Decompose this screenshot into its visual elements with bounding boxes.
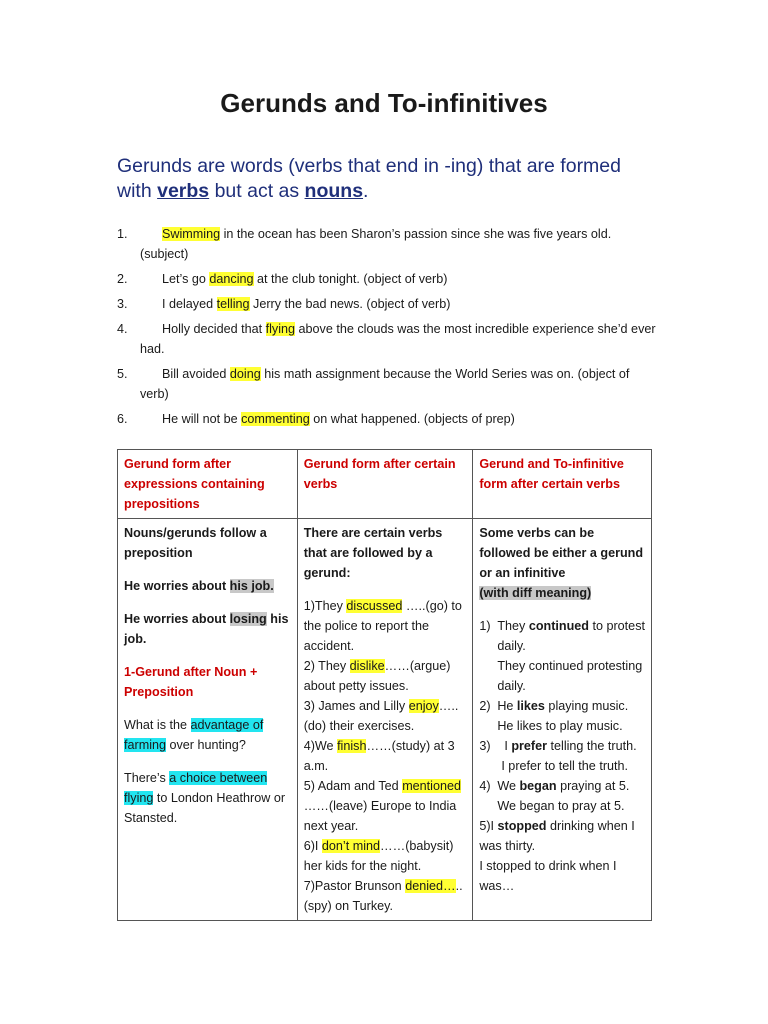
exercise-item: 7)Pastor Brunson denied…..(spy) on Turkey. — [303, 879, 463, 913]
document-title: Gerunds and To-infinitives — [220, 88, 548, 118]
example-number: 6. — [117, 412, 128, 426]
examples-list — [117, 224, 657, 434]
example-item: 5. Bill avoided doing his math assignment because the World Series was on. (object of verb) — [117, 364, 657, 404]
intro-text-middle: but act as — [209, 180, 305, 202]
subheading: 1-Gerund after Noun + Preposition — [124, 665, 258, 699]
header-col-prepositions: Gerund form after expressions containing prepositions — [118, 450, 298, 519]
example-number: 4. — [117, 322, 128, 336]
table-body-row — [118, 519, 652, 921]
intro-verbs: verbs — [157, 180, 210, 202]
intro-text-start: Gerunds are words (verbs that end in -ing) that are formed with — [117, 155, 621, 202]
highlighted-gerund: telling — [216, 297, 250, 311]
example-item: 3. I delayed telling Jerry the bad news. (object of verb) — [117, 294, 657, 314]
usage-alt: They continued protesting daily. — [497, 659, 643, 693]
highlighted-gerund: doing — [229, 367, 261, 381]
gerund-table — [117, 449, 652, 921]
highlighted-gerund: dancing — [209, 272, 254, 286]
highlighted-gerund: flying — [265, 322, 296, 336]
header-col-gerund-infinitive: Gerund and To-infinitive form after certain verbs — [473, 450, 652, 519]
usage-item: 4) We began praying at 5. — [479, 779, 630, 793]
table-header-row — [118, 450, 652, 519]
usage-alt: I stopped to drink when I was… — [479, 859, 617, 893]
rule-text: Some verbs can be followed be either a gerund or an infinitive — [479, 526, 644, 580]
highlighted-gerund: Swimming — [162, 227, 221, 241]
header-col-certain-verbs: Gerund form after certain verbs — [297, 450, 473, 519]
example-number: 3. — [117, 297, 128, 311]
usage-item: 2) He likes playing music. — [479, 699, 629, 713]
usage-item: 3) I prefer telling the truth. — [479, 739, 637, 753]
usage-item: 1) They continued to protest daily. — [479, 619, 645, 653]
highlighted-gerund: commenting — [241, 412, 310, 426]
example-item: 6. He will not be commenting on what happened. (objects of prep) — [117, 409, 657, 429]
example-text: He worries about his job. — [124, 579, 274, 593]
usage-item: 5)I stopped drinking when I was thirty. — [479, 819, 635, 853]
usage-alt: We began to pray at 5. — [497, 799, 625, 813]
exercise-item: 2) They dislike……(argue) about petty issues. — [303, 659, 451, 693]
cell-certain-verbs — [297, 519, 473, 921]
intro-paragraph — [117, 154, 657, 204]
example-number: 2. — [117, 272, 128, 286]
example-text: There’s a choice between flying to London Heathrow or Stansted. — [124, 771, 286, 825]
cell-prepositions — [118, 519, 298, 921]
usage-alt: He likes to play music. — [497, 719, 623, 733]
cell-gerund-infinitive — [473, 519, 652, 921]
exercise-item: 1)They discussed …..(go) to the police to report the accident. — [303, 599, 462, 653]
example-item: 1. Swimming in the ocean has been Sharon’s passion since she was five years old. (subject) — [117, 224, 657, 264]
usage-alt: I prefer to tell the truth. — [501, 759, 629, 773]
example-item: 2. Let’s go dancing at the club tonight. (object of verb) — [117, 269, 657, 289]
intro-text-end: . — [363, 180, 369, 202]
rule-note: (with diff meaning) — [479, 586, 592, 600]
exercise-item: 3) James and Lilly enjoy…..(do) their exercises. — [303, 699, 459, 733]
exercise-item: 4)We finish……(study) at 3 a.m. — [303, 739, 455, 773]
example-item: 4. Holly decided that flying above the clouds was the most incredible experience she’d ever had. — [117, 319, 657, 359]
rule-text: Nouns/gerunds follow a preposition — [124, 526, 267, 560]
example-text: He worries about losing his job. — [124, 612, 289, 646]
exercise-item: 6)I don’t mind……(babysit) her kids for the night. — [303, 839, 454, 873]
rule-text: There are certain verbs that are followed by a gerund: — [303, 526, 443, 580]
intro-nouns: nouns — [304, 180, 364, 202]
example-number: 5. — [117, 367, 128, 381]
example-number: 1. — [117, 227, 128, 241]
exercise-item: 5) Adam and Ted mentioned ……(leave) Europe to India next year. — [303, 779, 461, 833]
example-text: What is the advantage of farming over hunting? — [124, 718, 264, 752]
